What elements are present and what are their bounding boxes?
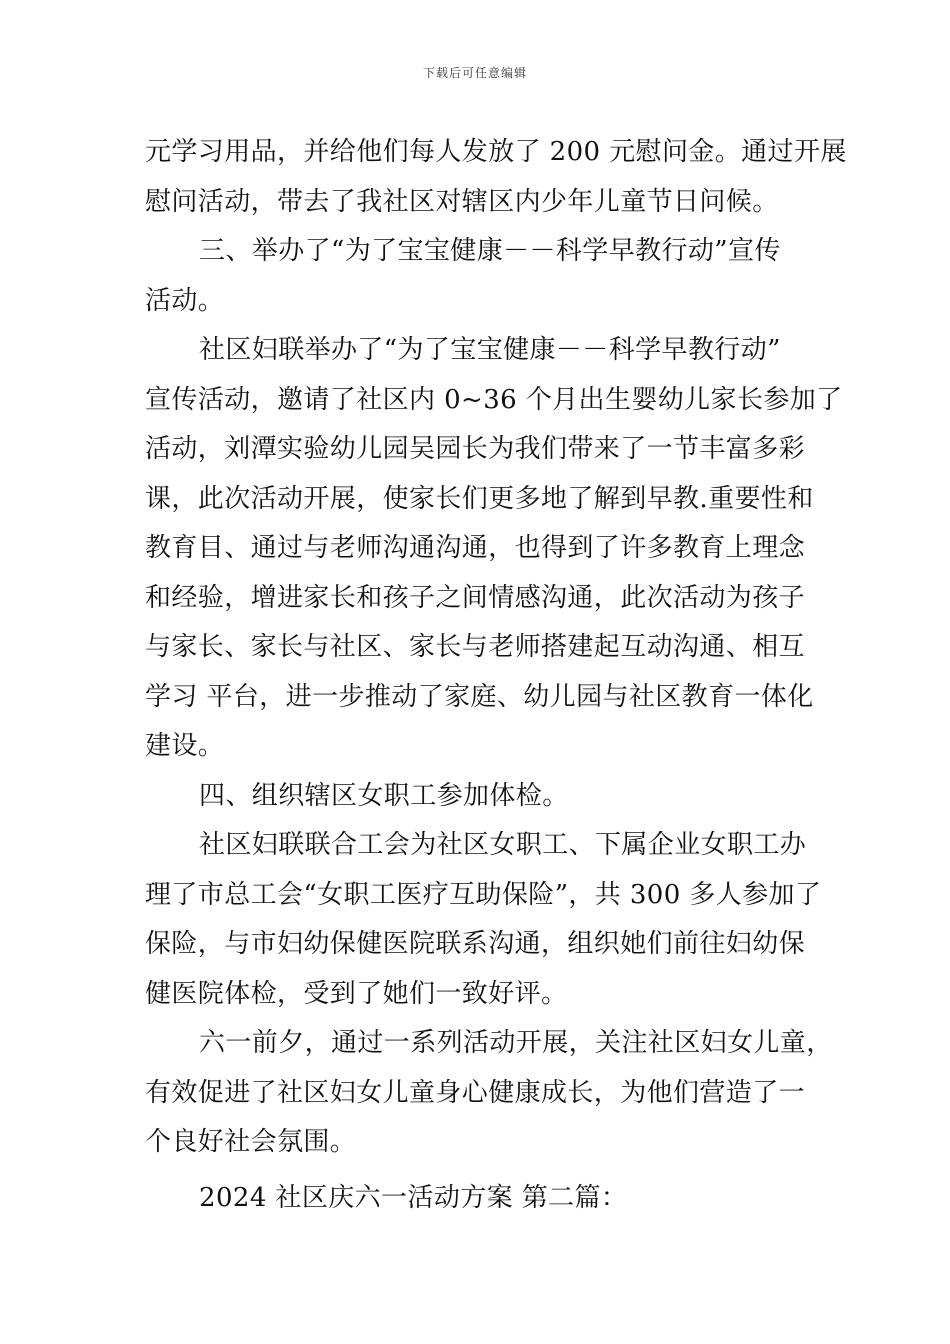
text-line: 建设。	[145, 731, 225, 761]
text-line: 保险，与市妇幼保健医院联系沟通，组织她们前往妇幼保	[145, 929, 806, 959]
text-line: 理了市总工会“女职工医疗互助保险”，共 300 多人参加了	[145, 879, 822, 910]
text-line: 教育目、通过与老师沟通沟通，也得到了许多教育上理念	[145, 533, 806, 563]
text-line: 宣传活动，邀请了社区内 0~36 个月出生婴幼儿家长参加了	[145, 384, 843, 415]
chapter-title: 2024 社区庆六一活动方案 第二篇：	[199, 1182, 628, 1213]
text-line: 活动，刘潭实验幼儿园吴园长为我们带来了一节丰富多彩	[145, 434, 806, 464]
text-line: 活动。	[145, 285, 225, 316]
text-line: 有效促进了社区妇女儿童身心健康成长，为他们营造了一	[145, 1077, 806, 1108]
text-line: 健医院体检，受到了她们一致好评。	[145, 978, 568, 1009]
page-header: 下载后可任意编辑	[422, 66, 527, 80]
text-line: 与家长、家长与社区、家长与老师搭建起互动沟通、相互	[145, 632, 806, 662]
text-line: 个良好社会氛围。	[145, 1127, 357, 1157]
section-heading-3: 三、举办了“为了宝宝健康－－科学早教行动”宣传	[199, 236, 781, 266]
text-line: 六一前夕，通过一系列活动开展，关注社区妇女儿童，	[199, 1028, 833, 1058]
text-line: 元学习用品，并给他们每人发放了 200 元慰问金。通过开展	[145, 137, 847, 167]
text-line: 和经验，增进家长和孩子之间情感沟通，此次活动为孩子	[145, 582, 806, 613]
text-line: 学习 平台，进一步推动了家庭、幼儿园与社区教育一体化	[145, 681, 814, 712]
text-line: 慰问活动，带去了我社区对辖区内少年儿童节日问候。	[145, 186, 779, 217]
text-line: 社区妇联举办了“为了宝宝健康－－科学早教行动”	[199, 335, 781, 365]
text-line: 课，此次活动开展，使家长们更多地了解到早教.重要性和	[145, 483, 814, 514]
text-line: 社区妇联联合工会为社区女职工、下属企业女职工办	[199, 830, 807, 860]
section-heading-4: 四、组织辖区女职工参加体检。	[199, 780, 569, 811]
document-body	[145, 128, 847, 1223]
